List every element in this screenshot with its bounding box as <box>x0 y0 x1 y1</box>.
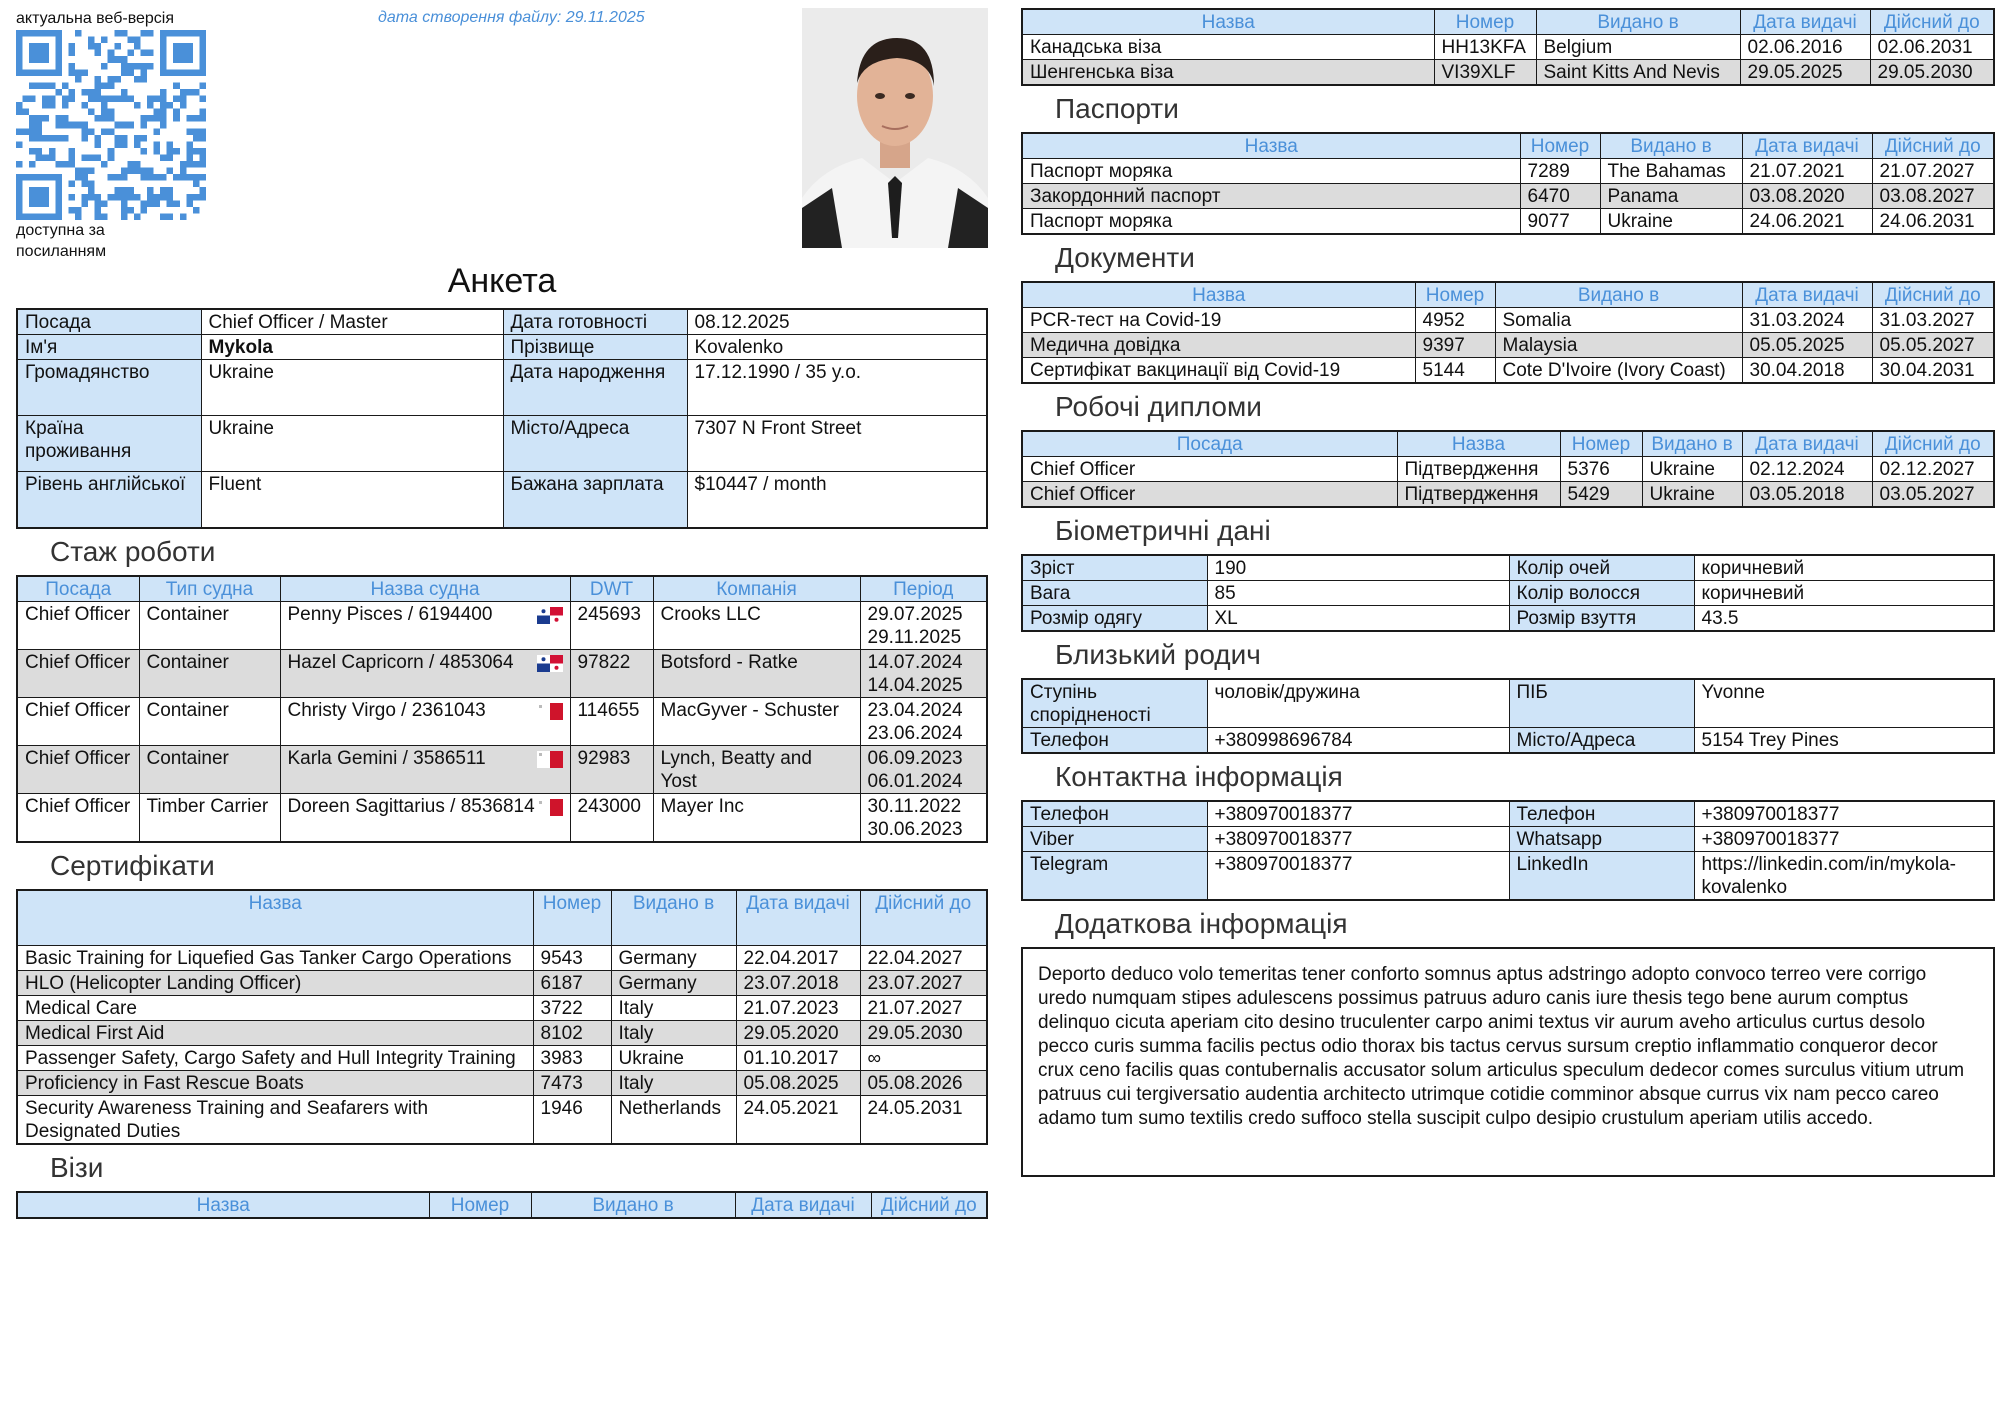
table-cell: 21.07.2027 <box>1872 159 1994 184</box>
field-value: 190 <box>1207 555 1509 581</box>
field-label: Вага <box>1022 581 1207 606</box>
table-header-row <box>1022 133 1994 159</box>
field-value: +380970018377 <box>1694 827 1994 852</box>
section-title-passports: Паспорти <box>1055 93 1179 124</box>
field-value: 7307 N Front Street <box>687 416 987 472</box>
field-value: Ukraine <box>201 360 503 416</box>
table-cell: 6187 <box>533 971 611 996</box>
table-cell: 9543 <box>533 946 611 971</box>
table-row <box>1022 35 1994 60</box>
table-cell: 23.07.2018 <box>736 971 860 996</box>
table-cell: HLO (Helicopter Landing Officer) <box>17 971 533 996</box>
cell-vessel-name <box>280 697 570 745</box>
table-cell: 7289 <box>1520 159 1600 184</box>
table-cell: Підтвердження <box>1397 482 1560 508</box>
table-cell: ∞ <box>860 1046 987 1071</box>
table-row <box>17 1021 987 1046</box>
column-header: DWT <box>570 576 653 602</box>
section-title-biometrics: Біометричні дані <box>1055 515 1271 546</box>
table-cell: PCR-тест на Covid-19 <box>1022 308 1415 333</box>
table-cell: 9397 <box>1415 333 1495 358</box>
table-row <box>17 971 987 996</box>
table-cell: HH13KFA <box>1434 35 1536 60</box>
cell-dwt: 92983 <box>570 745 653 793</box>
column-header: Номер <box>429 1192 531 1218</box>
column-header: Видано в <box>1495 282 1742 308</box>
section-title-documents: Документи <box>1055 242 1195 273</box>
field-value: Ukraine <box>201 416 503 472</box>
qr-caption-top: актуальна веб-версія <box>16 10 175 27</box>
vessel-name-text: Penny Pisces / 6194400 <box>287 603 493 625</box>
table-cell: Medical First Aid <box>17 1021 533 1046</box>
field-value: 5154 Trey Pines <box>1694 728 1994 754</box>
table-cell: Канадська віза <box>1022 35 1434 60</box>
column-header: Назва <box>1022 282 1415 308</box>
column-header: Назва <box>17 1192 429 1218</box>
table-cell: Паспорт моряка <box>1022 209 1520 235</box>
cell-vessel-type: Container <box>139 649 280 697</box>
malta-flag-icon <box>537 751 563 768</box>
field-label: Місто/Адреса <box>503 416 687 472</box>
table-cell: 5429 <box>1560 482 1642 508</box>
biometrics-table <box>1021 554 1995 632</box>
cell-position: Chief Officer <box>17 649 139 697</box>
table-cell: Підтвердження <box>1397 457 1560 482</box>
field-label: Громадянство <box>17 360 201 416</box>
table-row <box>1022 159 1994 184</box>
cell-company: Lynch, Beatty and Yost <box>653 745 860 793</box>
column-header: Дата видачі <box>736 890 860 946</box>
cell-dwt: 245693 <box>570 601 653 649</box>
cell-vessel-type: Timber Carrier <box>139 793 280 842</box>
cell-period: 14.07.2024 14.04.2025 <box>860 649 987 697</box>
table-cell: Chief Officer <box>1022 482 1397 508</box>
cell-dwt: 97822 <box>570 649 653 697</box>
relative-table <box>1021 678 1995 754</box>
column-header: Компанія <box>653 576 860 602</box>
table-cell: 02.12.2024 <box>1742 457 1872 482</box>
field-value: +380970018377 <box>1207 852 1509 901</box>
table-cell: Паспорт моряка <box>1022 159 1520 184</box>
table-cell: 24.06.2031 <box>1872 209 1994 235</box>
column-header: Посада <box>17 576 139 602</box>
table-cell: 05.08.2025 <box>736 1071 860 1096</box>
table-row <box>1022 728 1994 754</box>
field-label: Телефон <box>1509 801 1694 827</box>
field-value: +380970018377 <box>1207 827 1509 852</box>
column-header: Видано в <box>1642 431 1742 457</box>
table-row <box>1022 482 1994 508</box>
field-value: чоловік/дружина <box>1207 679 1509 728</box>
column-header: Дійсний до <box>1872 431 1994 457</box>
column-header: Період <box>860 576 987 602</box>
column-header: Дійсний до <box>1872 282 1994 308</box>
cell-company: Botsford - Ratke <box>653 649 860 697</box>
field-value: Fluent <box>201 472 503 528</box>
table-row <box>17 335 987 360</box>
field-label: Телефон <box>1022 801 1207 827</box>
cell-position: Chief Officer <box>17 745 139 793</box>
table-header-row <box>17 576 987 602</box>
cell-company: MacGyver - Schuster <box>653 697 860 745</box>
diplomas-table <box>1021 430 1995 508</box>
vessel-name-text: Doreen Sagittarius / 8536814 <box>287 795 535 817</box>
cell-period: 29.07.2025 29.11.2025 <box>860 601 987 649</box>
vessel-name-text: Hazel Capricorn / 4853064 <box>287 651 514 673</box>
field-label: Розмір взуття <box>1509 606 1694 632</box>
column-header: Дійсний до <box>1872 133 1994 159</box>
table-cell: 21.07.2027 <box>860 996 987 1021</box>
first-name: Mykola <box>208 337 273 358</box>
table-header-row <box>1022 9 1994 35</box>
field-value: Kovalenko <box>687 335 987 360</box>
table-row <box>1022 555 1994 581</box>
column-header: Видано в <box>1536 9 1740 35</box>
table-cell: Somalia <box>1495 308 1742 333</box>
table-cell: 3983 <box>533 1046 611 1071</box>
table-header-row <box>1022 431 1994 457</box>
column-header: Дата видачі <box>1740 9 1870 35</box>
field-value: +380970018377 <box>1694 801 1994 827</box>
cell-vessel-name <box>280 649 570 697</box>
table-cell: The Bahamas <box>1600 159 1742 184</box>
column-header: Назва <box>17 890 533 946</box>
table-row <box>17 1071 987 1096</box>
cell-position: Chief Officer <box>17 601 139 649</box>
cell-period: 06.09.2023 06.01.2024 <box>860 745 987 793</box>
table-cell: Медична довідка <box>1022 333 1415 358</box>
field-label: Telegram <box>1022 852 1207 901</box>
table-cell: Germany <box>611 971 736 996</box>
table-cell: Закордонний паспорт <box>1022 184 1520 209</box>
table-cell: Panama <box>1600 184 1742 209</box>
table-row <box>1022 358 1994 384</box>
field-label: Whatsapp <box>1509 827 1694 852</box>
table-cell: 5144 <box>1415 358 1495 384</box>
table-cell: 02.12.2027 <box>1872 457 1994 482</box>
table-cell: 6470 <box>1520 184 1600 209</box>
table-cell: 05.05.2027 <box>1872 333 1994 358</box>
field-value: 85 <box>1207 581 1509 606</box>
table-cell: 31.03.2027 <box>1872 308 1994 333</box>
table-cell: 24.05.2031 <box>860 1096 987 1145</box>
documents-table <box>1021 281 1995 384</box>
table-cell: 29.05.2030 <box>860 1021 987 1046</box>
column-header: Назва <box>1022 133 1520 159</box>
field-label: Бажана зарплата <box>503 472 687 528</box>
visas-table <box>1021 8 1995 86</box>
certificates-table <box>16 889 988 1146</box>
section-title-additional: Додаткова інформація <box>1055 908 1348 939</box>
table-cell: VI39XLF <box>1434 60 1536 86</box>
cell-vessel-name <box>280 601 570 649</box>
column-header: Номер <box>1520 133 1600 159</box>
table-row <box>17 601 987 649</box>
table-cell: Proficiency in Fast Rescue Boats <box>17 1071 533 1096</box>
cell-vessel-name <box>280 793 570 842</box>
column-header: Номер <box>533 890 611 946</box>
field-label: Viber <box>1022 827 1207 852</box>
column-header: Назва судна <box>280 576 570 602</box>
table-row <box>1022 827 1994 852</box>
table-cell: Сертифікат вакцинації від Covid-19 <box>1022 358 1415 384</box>
field-label: Розмір одягу <box>1022 606 1207 632</box>
passports-table <box>1021 132 1995 235</box>
section-title-experience: Стаж роботи <box>50 535 216 567</box>
table-row <box>1022 457 1994 482</box>
column-header: Дійсний до <box>1870 9 1994 35</box>
table-row <box>1022 333 1994 358</box>
table-cell: Saint Kitts And Nevis <box>1536 60 1740 86</box>
profile-table <box>16 308 988 529</box>
profile-photo <box>802 8 988 248</box>
table-cell: Passenger Safety, Cargo Safety and Hull Integrity Training <box>17 1046 533 1071</box>
column-header: Видано в <box>1600 133 1742 159</box>
table-cell: 05.08.2026 <box>860 1071 987 1096</box>
table-cell: 03.05.2018 <box>1742 482 1872 508</box>
table-row <box>17 1096 987 1145</box>
column-header: Тип судна <box>139 576 280 602</box>
column-header: Дата видачі <box>735 1192 871 1218</box>
panama-flag-icon <box>537 607 563 624</box>
column-header: Назва <box>1397 431 1560 457</box>
column-header: Дійсний до <box>860 890 987 946</box>
cell-vessel-type: Container <box>139 601 280 649</box>
field-label: Місто/Адреса <box>1509 728 1694 754</box>
table-row <box>17 946 987 971</box>
column-header: Дата видачі <box>1742 282 1872 308</box>
table-row <box>1022 852 1994 901</box>
table-cell: 29.05.2020 <box>736 1021 860 1046</box>
visas-table-header <box>16 1191 988 1219</box>
field-value: коричневий <box>1694 581 1994 606</box>
table-cell: 03.08.2020 <box>1742 184 1872 209</box>
table-cell: Italy <box>611 1021 736 1046</box>
field-value: Yvonne <box>1694 679 1994 728</box>
section-title-diplomas: Робочі дипломи <box>1055 391 1262 422</box>
field-label: Ім'я <box>17 335 201 360</box>
right-column <box>1021 8 1995 1177</box>
qr-code-icon[interactable] <box>16 30 206 220</box>
field-value: $10447 / month <box>687 472 987 528</box>
additional-info-text: Deporto deduco volo temeritas tener conforto somnus aptus adstringo adopto convoco terreo vere corrigo uredo numquam stipes adulescens possimus patruus aduro canis iure thesis tego bene aurum comptus delinquo cicuta aperiam cito desino truculenter carpo animi textus vir aurum aveho articulus curtus desolo pecco curis summa facilis pectus odio thorax bis tactus cervus sursum creptio inflammatio conqueror decor crux ceno facilis quas contubernalis accusator solum articulus speculum dedecor comes surculus vitium utrum patruus cui tergiversatio audentia architecto utrimque cotidie comminor absque currus vix nam pecco careo adamo tum sumo textilis credo suffoco stella suscipit culpo desipio crustulum aperiam utilis accedo. <box>1021 947 1995 1177</box>
cell-period: 23.04.2024 23.06.2024 <box>860 697 987 745</box>
column-header: Номер <box>1560 431 1642 457</box>
table-row <box>17 472 987 528</box>
table-header-row <box>17 1192 987 1218</box>
section-title-certificates: Сертифікати <box>50 849 215 881</box>
table-header-row <box>17 890 987 946</box>
malta-flag-icon <box>537 703 563 720</box>
table-row <box>17 996 987 1021</box>
table-header-row <box>1022 282 1994 308</box>
table-cell: Ukraine <box>611 1046 736 1071</box>
table-cell: Basic Training for Liquefied Gas Tanker Cargo Operations <box>17 946 533 971</box>
field-label: ПІБ <box>1509 679 1694 728</box>
table-cell: 30.04.2018 <box>1742 358 1872 384</box>
field-label: Рівень англійської <box>17 472 201 528</box>
cell-vessel-name <box>280 745 570 793</box>
cell-vessel-type: Container <box>139 745 280 793</box>
qr-caption-bottom: доступна за посиланням <box>16 222 107 260</box>
table-row <box>17 697 987 745</box>
table-cell: 02.06.2016 <box>1740 35 1870 60</box>
experience-table <box>16 575 988 843</box>
table-cell: 24.05.2021 <box>736 1096 860 1145</box>
column-header: Видано в <box>611 890 736 946</box>
vessel-name-text: Christy Virgo / 2361043 <box>287 699 486 721</box>
table-cell: 24.06.2021 <box>1742 209 1872 235</box>
table-cell: Ukraine <box>1642 457 1742 482</box>
field-value: XL <box>1207 606 1509 632</box>
table-cell: 23.07.2027 <box>860 971 987 996</box>
cell-position: Chief Officer <box>17 793 139 842</box>
vessel-name-text: Karla Gemini / 3586511 <box>287 747 486 769</box>
table-cell: Chief Officer <box>1022 457 1397 482</box>
left-column <box>16 0 988 1219</box>
header <box>16 0 988 308</box>
column-header: Номер <box>1434 9 1536 35</box>
field-label: Посада <box>17 309 201 335</box>
table-cell: 29.05.2030 <box>1870 60 1994 86</box>
table-cell: Germany <box>611 946 736 971</box>
contacts-table <box>1021 800 1995 901</box>
column-header: Посада <box>1022 431 1397 457</box>
table-row <box>1022 679 1994 728</box>
table-row <box>17 745 987 793</box>
table-row <box>1022 184 1994 209</box>
table-row <box>1022 209 1994 235</box>
table-cell: 01.10.2017 <box>736 1046 860 1071</box>
column-header: Номер <box>1415 282 1495 308</box>
table-cell: 22.04.2027 <box>860 946 987 971</box>
cell-dwt: 114655 <box>570 697 653 745</box>
malta-flag-icon <box>537 799 563 816</box>
table-row <box>17 309 987 335</box>
table-cell: 7473 <box>533 1071 611 1096</box>
table-cell: 4952 <box>1415 308 1495 333</box>
cell-period: 30.11.2022 30.06.2023 <box>860 793 987 842</box>
field-label: Прізвище <box>503 335 687 360</box>
table-row <box>1022 801 1994 827</box>
column-header: Назва <box>1022 9 1434 35</box>
table-cell: 30.04.2031 <box>1872 358 1994 384</box>
table-cell: Ukraine <box>1642 482 1742 508</box>
table-cell: 5376 <box>1560 457 1642 482</box>
field-label: Дата народження <box>503 360 687 416</box>
table-cell: Ukraine <box>1600 209 1742 235</box>
table-cell: Шенгенська віза <box>1022 60 1434 86</box>
table-row <box>17 649 987 697</box>
section-title-visas: Візи <box>50 1152 104 1183</box>
panama-flag-icon <box>537 655 563 672</box>
table-cell: Italy <box>611 996 736 1021</box>
table-cell: Cote D'Ivoire (Ivory Coast) <box>1495 358 1742 384</box>
field-label: LinkedIn <box>1509 852 1694 901</box>
field-label: Дата готовності <box>503 309 687 335</box>
field-value: +380970018377 <box>1207 801 1509 827</box>
table-cell: Malaysia <box>1495 333 1742 358</box>
table-cell: 29.05.2025 <box>1740 60 1870 86</box>
table-cell: 21.07.2023 <box>736 996 860 1021</box>
field-label: Ступінь спорідненості <box>1022 679 1207 728</box>
file-created-date: дата створення файлу: 29.11.2025 <box>378 9 645 26</box>
table-cell: 31.03.2024 <box>1742 308 1872 333</box>
table-row <box>17 1046 987 1071</box>
field-label: Телефон <box>1022 728 1207 754</box>
cell-company: Mayer Inc <box>653 793 860 842</box>
table-cell: 3722 <box>533 996 611 1021</box>
table-cell: Belgium <box>1536 35 1740 60</box>
table-row <box>17 793 987 842</box>
table-cell: 1946 <box>533 1096 611 1145</box>
table-row <box>1022 581 1994 606</box>
table-cell: Medical Care <box>17 996 533 1021</box>
field-label: Зріст <box>1022 555 1207 581</box>
field-value: Chief Officer / Master <box>201 309 503 335</box>
table-cell: 02.06.2031 <box>1870 35 1994 60</box>
cell-company: Crooks LLC <box>653 601 860 649</box>
section-title-contacts: Контактна інформація <box>1055 761 1343 792</box>
section-title-relative: Близький родич <box>1055 639 1261 670</box>
column-header: Дата видачі <box>1742 431 1872 457</box>
table-row <box>1022 606 1994 632</box>
table-row <box>17 360 987 416</box>
table-cell: 05.05.2025 <box>1742 333 1872 358</box>
field-value <box>201 335 503 360</box>
field-label: Колір волосся <box>1509 581 1694 606</box>
table-cell: 21.07.2021 <box>1742 159 1872 184</box>
field-value: 08.12.2025 <box>687 309 987 335</box>
field-value: коричневий <box>1694 555 1994 581</box>
table-row <box>17 416 987 472</box>
column-header: Видано в <box>531 1192 735 1218</box>
table-cell: Netherlands <box>611 1096 736 1145</box>
table-row <box>1022 60 1994 86</box>
field-value: https://linkedin.com/in/mykola-kovalenko <box>1694 852 1994 901</box>
cell-vessel-type: Container <box>139 697 280 745</box>
field-value: 43.5 <box>1694 606 1994 632</box>
table-row <box>1022 308 1994 333</box>
column-header: Дійсний до <box>871 1192 987 1218</box>
cell-dwt: 243000 <box>570 793 653 842</box>
table-cell: 8102 <box>533 1021 611 1046</box>
page-title: Анкета <box>447 262 557 300</box>
table-cell: Italy <box>611 1071 736 1096</box>
table-cell: 03.08.2027 <box>1872 184 1994 209</box>
field-value: +380998696784 <box>1207 728 1509 754</box>
column-header: Дата видачі <box>1742 133 1872 159</box>
cell-position: Chief Officer <box>17 697 139 745</box>
field-label: Країна проживання <box>17 416 201 472</box>
field-label: Колір очей <box>1509 555 1694 581</box>
field-value: 17.12.1990 / 35 y.o. <box>687 360 987 416</box>
table-cell: 03.05.2027 <box>1872 482 1994 508</box>
table-cell: 22.04.2017 <box>736 946 860 971</box>
table-cell: Security Awareness Training and Seafarers with Designated Duties <box>17 1096 533 1145</box>
table-cell: 9077 <box>1520 209 1600 235</box>
